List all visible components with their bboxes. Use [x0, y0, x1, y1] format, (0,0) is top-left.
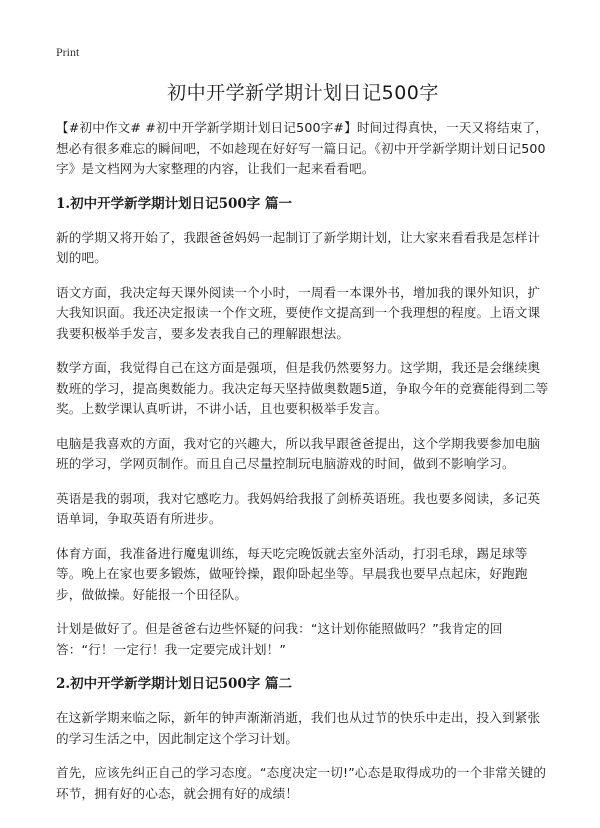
paragraph: 计划是做好了。但是爸爸右边些怀疑的问我：“这计划你能照做吗？”我肯定的回答：“行！一定行！我一定要完成计划！” — [56, 621, 503, 657]
paragraph: 首先，应该先纠正自己的学习态度。“态度决定一切!”心态是取得成功的一个非常关键的环节，拥有好的心态，就会拥有好的成绩！ — [56, 765, 547, 801]
paragraph: 体育方面，我准备进行魔鬼训练，每天吃完晚饭就去室外活动，打羽毛球，踢足球等等。晚上在家也要多锻炼，做哑铃操，跟仰卧起坐等。早晨我也要早点起床，好跑跑步，做做操。好能报一个田径队。 — [56, 545, 528, 602]
paragraph: 电脑是我喜欢的方面，我对它的兴趣大，所以我早跟爸爸提出，这个学期我要参加电脑班的学习，学网页制作。而且自己尽量控制玩电脑游戏的时间，做到不影响学习。 — [56, 435, 541, 471]
print-link[interactable]: Print — [56, 45, 80, 59]
paragraph: 英语是我的弱项，我对它感吃力。我妈妈给我报了剑桥英语班。我也要多阅读，多记英语单词，争取英语有所进步。 — [56, 490, 541, 526]
section-heading: 1.初中开学新学期计划日记500字 篇一 — [56, 195, 292, 212]
paragraph: 新的学期又将开始了，我跟爸爸妈妈一起制订了新学期计划，让大家来看看我是怎样计划的吧。 — [56, 229, 541, 265]
section-2 — [56, 674, 550, 804]
section-1 — [56, 194, 550, 661]
paragraph: 在这新学期来临之际，新年的钟声渐渐消逝，我们也从过节的快乐中走出，投入到紧张的学习生活之中，因此制定这个学习计划。 — [56, 710, 541, 746]
section-heading: 2.初中开学新学期计划日记500字 篇二 — [56, 676, 292, 692]
document-body — [56, 80, 550, 818]
document-title: 初中开学新学期计划日记500字 — [167, 82, 439, 104]
paragraph: 语文方面，我决定每天课外阅读一个小时，一周看一本课外书，增加我的课外知识，扩大我知识面。我还决定报读一个作文班，要使作文提高到一个我理想的程度。上语文课我要积极举手发言，要多发表我自己的理解跟想法。 — [56, 284, 541, 341]
intro-paragraph: 【#初中作文# #初中开学新学期计划日记500字#】时间过得真快，一天又将结束了，想必有很多难忘的瞬间吧，不如趁现在好好写一篇日记。《初中开学新学期计划日记500字》是文档网为大家整理的内容，让我们一起来看看吧。 — [56, 120, 548, 176]
paragraph: 数学方面，我觉得自己在这方面是强项，但是我仍然要努力。这学期，我还是会继续奥数班的学习，提高奥数能力。我决定每天坚持做奥数题5道，争取今年的竞赛能得到二等奖。上数学课认真听讲，不讲小话，且也要积极举手发言。 — [56, 360, 549, 416]
